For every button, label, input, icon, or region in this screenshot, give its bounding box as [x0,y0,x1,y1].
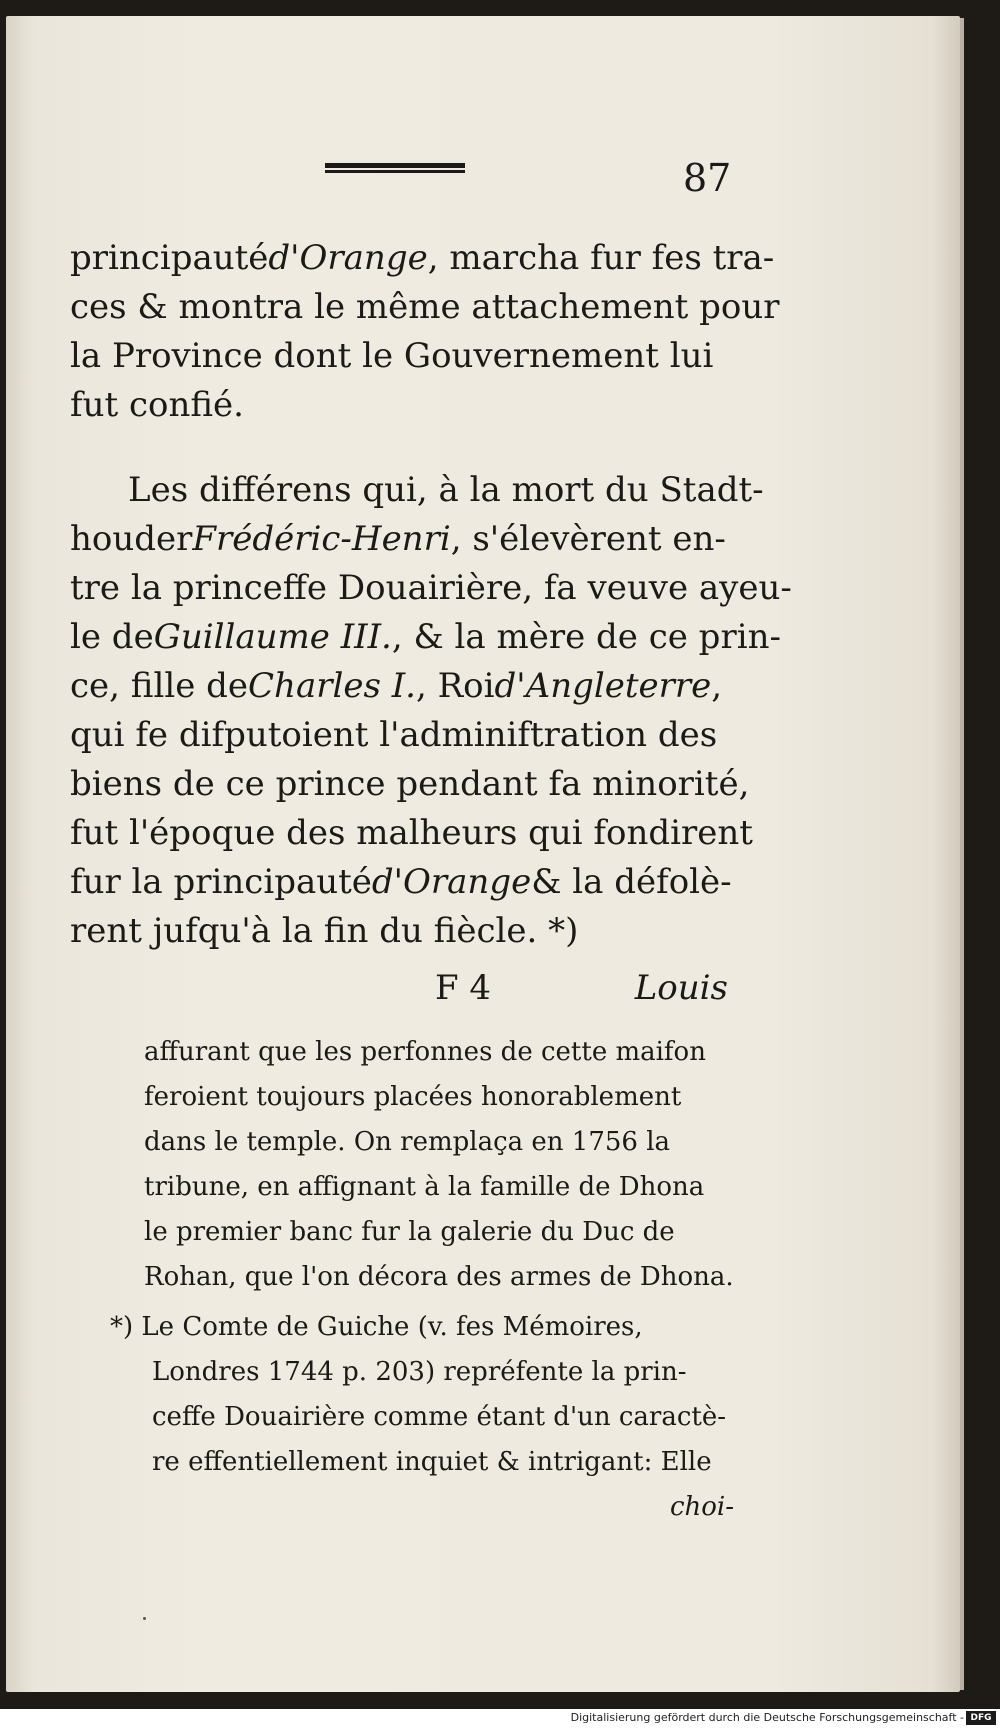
note-catchword: choi- [669,1492,734,1522]
note-line: ceffe Douairière comme étant d'un caractè- [152,1402,727,1432]
note-line: tribune, en affignant à la famille de Dhona [144,1172,705,1202]
text-line: ces & montra le même attachement pour [70,287,780,327]
text-line: biens de ce prince pendant fa minorité, [70,764,750,804]
page-number: 87 [683,156,732,200]
header-rule [325,163,465,175]
note-line: *) Le Comte de Guiche (v. fes Mémoires, [110,1312,643,1342]
text-line: tre la princeffe Douairière, fa veuve ayeu- [70,568,792,608]
catchword: Louis [634,968,728,1008]
note-line: feroient toujours placées honorablement [144,1082,682,1112]
text-line: fur la principauté d'Orange & la défolè- [70,862,732,902]
text-line: fut l'époque des malheurs qui fondirent [70,813,753,853]
text-line: houder Frédéric-Henri , s'élevèrent en- [70,519,726,559]
text-line: ce, fille de Charles I. , Roi d'Angleterre , [70,666,723,706]
signature-mark: F 4 [435,968,492,1008]
digitization-credit: Digitalisierung gefördert durch die Deutsche Forschungsgemeinschaft - [570,1711,964,1724]
note-line: re effentiellement inquiet & intrigant: Elle [152,1447,712,1477]
note-line: dans le temple. On remplaça en 1756 la [144,1127,671,1157]
text-line: le de Guillaume III. , & la mère de ce prin- [70,617,781,657]
text-line: la Province dont le Gouvernement lui [70,336,714,376]
dfg-logo: DFG [966,1711,996,1725]
text-line: rent jufqu'à la fin du fiècle. *) [70,911,579,951]
text-line: Les différens qui, à la mort du Stadt- [128,470,764,510]
note-line: le premier banc fur la galerie du Duc de [144,1217,675,1247]
page-speck [143,1617,146,1620]
note-catchword-line [110,1485,734,1530]
text-line: fut confié. [70,385,244,425]
text-line: qui fe difputoient l'adminiftration des [70,715,718,755]
footnote-star [110,1305,734,1530]
paragraph-2 [70,466,792,956]
page-edge [960,18,964,1690]
text-line: principauté d'Orange , marcha fur fes tra- [70,238,775,278]
note-line: affurant que les perfonnes de cette maifon [144,1037,706,1067]
footnote-continued [144,1030,734,1300]
paragraph-1 [70,234,780,430]
note-line: Rohan, que l'on décora des armes de Dhona. [144,1262,734,1292]
note-line: Londres 1744 p. 203) repréfente la prin- [152,1357,687,1387]
